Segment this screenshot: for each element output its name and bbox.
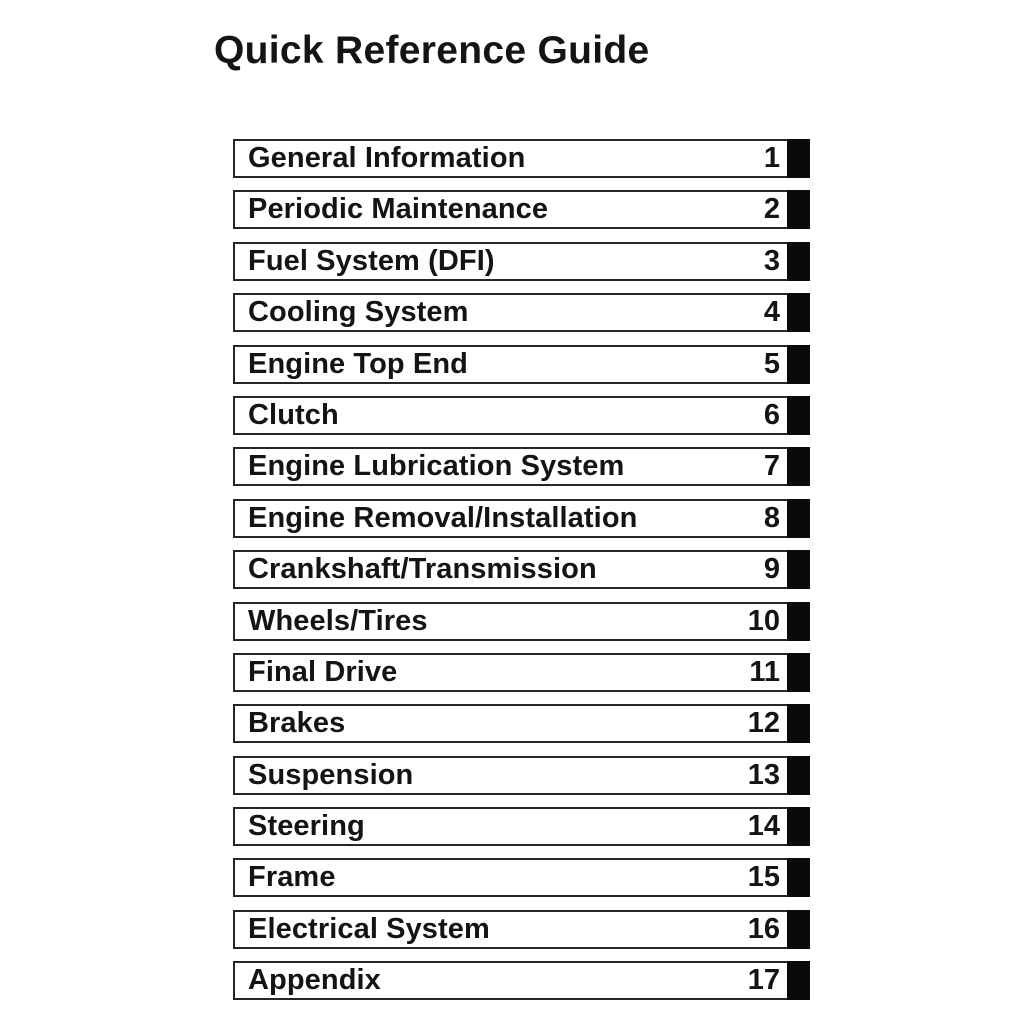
chapter-label: Cooling System xyxy=(248,296,469,329)
chapter-tab-marker xyxy=(787,499,810,538)
chapter-number: 1 xyxy=(763,142,780,174)
chapter-number: 16 xyxy=(747,912,780,945)
chapter-number: 6 xyxy=(763,398,780,431)
chapter-tab-marker xyxy=(787,858,810,897)
chapter-tab-marker xyxy=(787,293,810,332)
chapter-number: 10 xyxy=(747,604,780,637)
toc-row xyxy=(233,242,810,281)
chapter-label: General Information xyxy=(248,142,526,174)
chapter-tab-marker xyxy=(787,190,810,229)
toc-list xyxy=(233,139,810,1000)
page-title: Quick Reference Guide xyxy=(214,29,650,73)
chapter-number: 14 xyxy=(747,810,780,843)
chapter-tab-marker xyxy=(787,242,810,281)
toc-row xyxy=(233,807,810,846)
chapter-label: Brakes xyxy=(248,707,346,740)
chapter-tab-marker xyxy=(787,653,810,692)
chapter-tab-marker xyxy=(787,807,810,846)
chapter-tab-marker xyxy=(787,756,810,795)
chapter-tab-marker xyxy=(787,447,810,486)
chapter-number: 3 xyxy=(763,244,780,277)
toc-row xyxy=(233,756,810,795)
chapter-label: Engine Top End xyxy=(248,347,468,380)
toc-row xyxy=(233,858,810,897)
chapter-tab-marker xyxy=(787,602,810,641)
chapter-label: Engine Removal/Installation xyxy=(248,501,638,534)
toc-row xyxy=(233,704,810,743)
chapter-label: Steering xyxy=(248,810,365,843)
chapter-label: Periodic Maintenance xyxy=(248,193,549,226)
chapter-number: 15 xyxy=(747,861,780,894)
toc-row xyxy=(233,653,810,692)
chapter-number: 8 xyxy=(763,501,780,534)
toc-row xyxy=(233,396,810,435)
chapter-label: Engine Lubrication System xyxy=(248,450,625,483)
chapter-label: Appendix xyxy=(248,964,381,997)
toc-row xyxy=(233,499,810,538)
toc-row xyxy=(233,293,810,332)
chapter-tab-marker xyxy=(787,910,810,949)
toc-row xyxy=(233,447,810,486)
chapter-tab-marker xyxy=(787,704,810,743)
chapter-number: 4 xyxy=(763,296,780,329)
chapter-tab-marker xyxy=(787,396,810,435)
chapter-label: Frame xyxy=(248,861,336,894)
chapter-number: 9 xyxy=(763,553,780,586)
chapter-label: Suspension xyxy=(248,758,414,791)
chapter-tab-marker xyxy=(787,550,810,589)
toc-row xyxy=(233,910,810,949)
chapter-number: 11 xyxy=(749,655,780,688)
chapter-number: 2 xyxy=(763,193,780,226)
chapter-tab-marker xyxy=(787,139,810,178)
toc-row xyxy=(233,550,810,589)
toc-row xyxy=(233,961,810,1000)
chapter-label: Final Drive xyxy=(248,655,398,688)
chapter-label: Crankshaft/Transmission xyxy=(248,553,597,586)
chapter-tab-marker xyxy=(787,961,810,1000)
toc-row xyxy=(233,345,810,384)
chapter-number: 7 xyxy=(763,450,780,483)
chapter-label: Electrical System xyxy=(248,912,490,945)
chapter-number: 13 xyxy=(747,758,780,791)
chapter-number: 17 xyxy=(747,964,780,997)
chapter-label: Fuel System (DFI) xyxy=(248,244,495,277)
chapter-number: 5 xyxy=(763,347,780,380)
toc-row xyxy=(233,190,810,229)
chapter-tab-marker xyxy=(787,345,810,384)
toc-row xyxy=(233,602,810,641)
toc-row xyxy=(233,139,810,178)
chapter-label: Clutch xyxy=(248,398,339,431)
chapter-label: Wheels/Tires xyxy=(248,604,428,637)
chapter-number: 12 xyxy=(747,707,780,740)
